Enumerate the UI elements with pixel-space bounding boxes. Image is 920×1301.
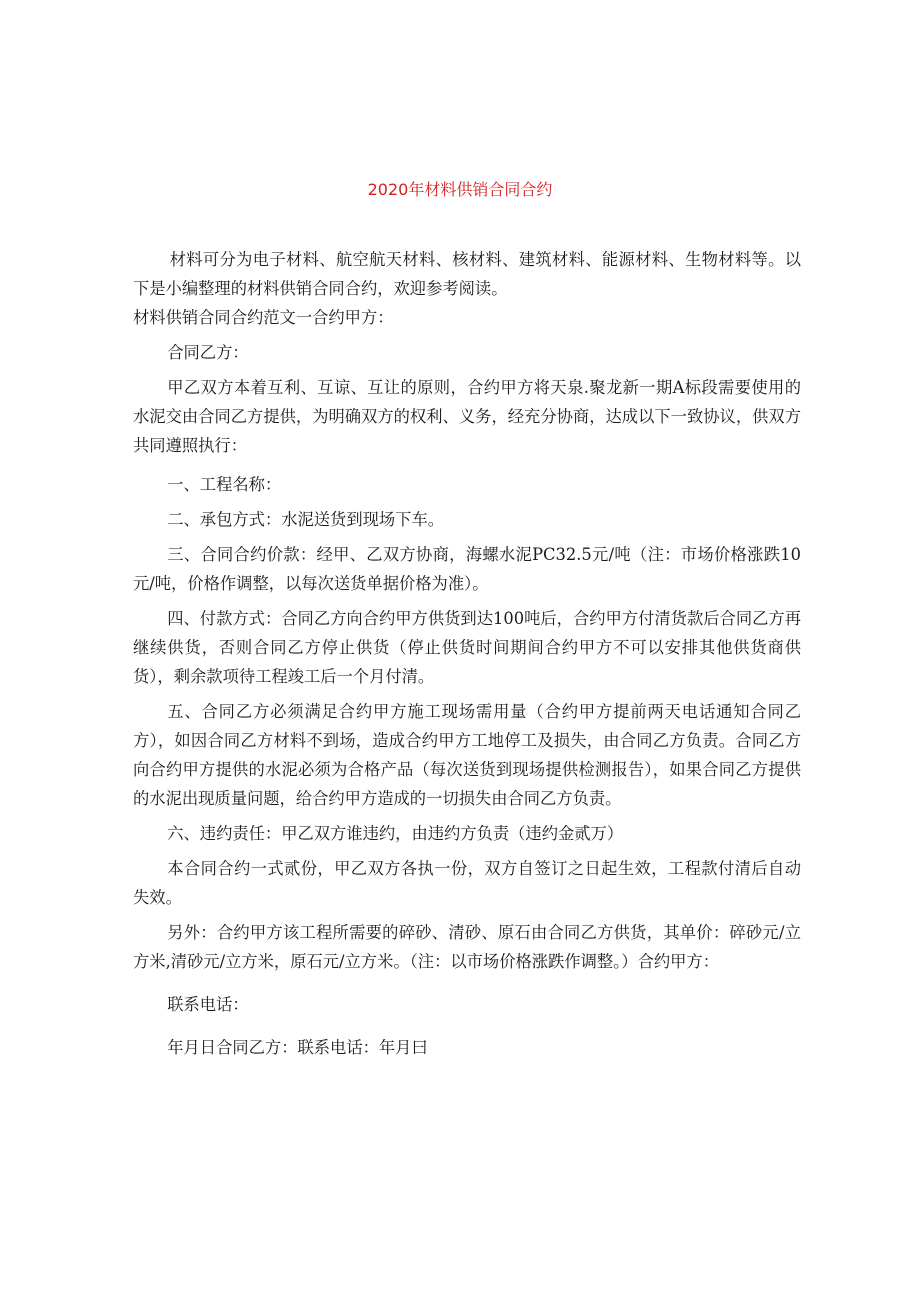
clause-3: 三、合同合约价款：经甲、乙双方协商，海螺水泥PC32.5元/吨（注：市场价格涨跌10元/吨，价格作调整，以每次送货单据价格为准）。: [133, 545, 801, 593]
party-a-line: 材料供销合同合约范文一合约甲方：: [133, 308, 394, 327]
party-b-line: 合同乙方：: [167, 343, 249, 362]
additional-terms-paragraph: 另外：合约甲方该工程所需要的碎砂、清砂、原石由合同乙方供货，其单价：碎砂元/立方米,清砂元/立方米，原石元/立方米。（注：以市场价格涨跌作调整。）合约甲方：: [133, 923, 801, 971]
clause-6: 六、违约责任：甲乙双方谁违约，由违约方负责（违约金贰万）: [167, 824, 624, 843]
clause-5: 五、合同乙方必须满足合约甲方施工现场需用量（合约甲方提前两天电话通知合同乙方），如因合同乙方材料不到场，造成合约甲方工地停工及损失，由合同乙方负责。合同乙方向合约甲方提供的水泥必须为合格产品（每次送货到现场提供检测报告），如果合同乙方提供的水泥出现质量问题，给合约甲方造成的一切损失由合同乙方负责。: [133, 702, 801, 808]
document-title: 2020年材料供销合同合约: [367, 180, 553, 199]
clause-4: 四、付款方式：合同乙方向合约甲方供货到达100吨后，合约甲方付清货款后合同乙方再继续供货，否则合同乙方停止供货（停止供货时间期间合约甲方不可以安排其他供货商供货），剩余款项待工程竣工后一个月付清。: [133, 609, 801, 686]
preamble-paragraph: 甲乙双方本着互利、互谅、互让的原则，合约甲方将天泉.聚龙新一期A标段需要使用的水泥交由合同乙方提供，为明确双方的权利、义务，经充分协商，达成以下一致协议，供双方共同遵照执行：: [133, 378, 801, 455]
intro-paragraph: 材料可分为电子材料、航空航天材料、核材料、建筑材料、能源材料、生物材料等。以下是小编整理的材料供销合同合约，欢迎参考阅读。: [133, 250, 801, 298]
clause-1: 一、工程名称：: [167, 475, 282, 494]
validity-paragraph: 本合同合约一式贰份，甲乙双方各执一份，双方自签订之日起生效，工程款付清后自动失效。: [133, 859, 801, 907]
signature-line: 年月日合同乙方：联系电话：年月曰: [167, 1038, 428, 1057]
contact-phone-line: 联系电话：: [167, 995, 249, 1014]
clause-2: 二、承包方式：水泥送货到现场下车。: [167, 510, 445, 529]
document-body: [133, 245, 801, 1062]
